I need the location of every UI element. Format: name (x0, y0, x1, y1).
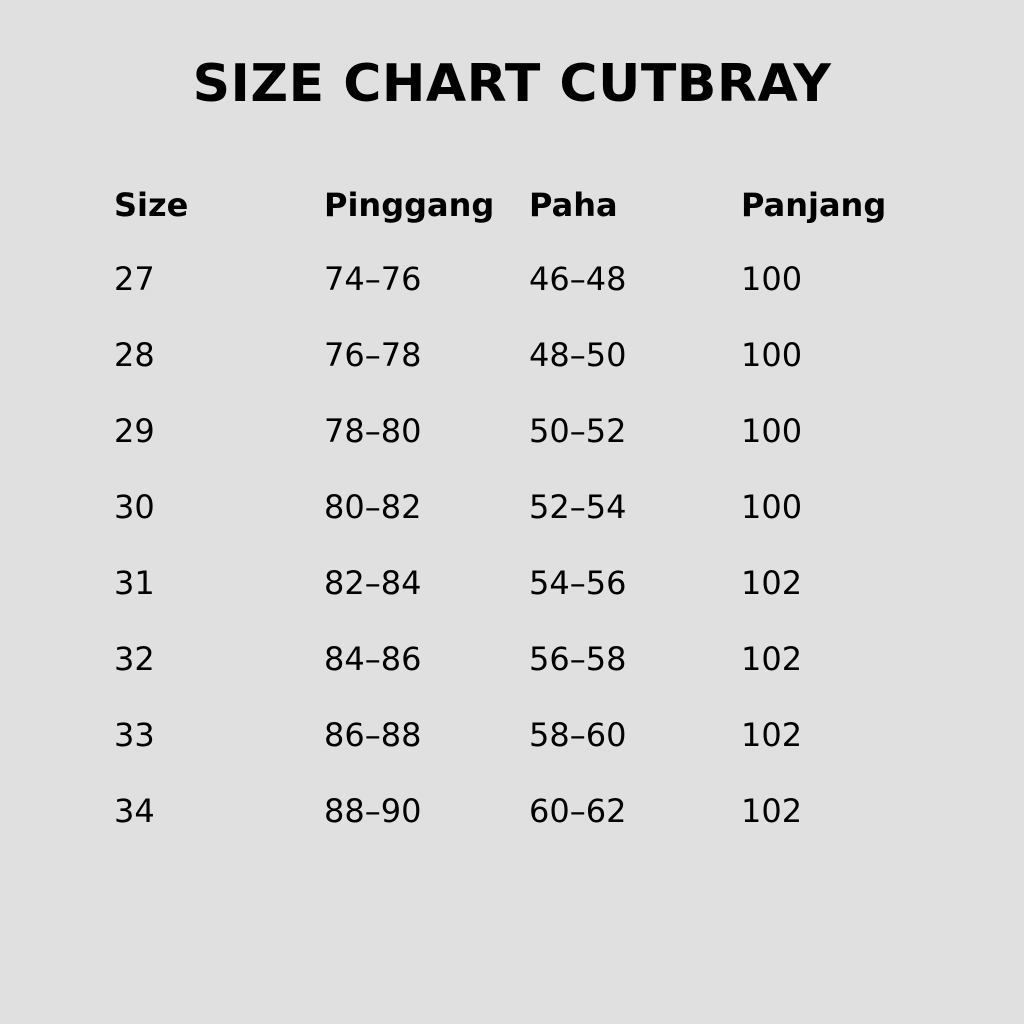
column-header-size: Size (114, 186, 189, 224)
cell-paha: 58–60 (529, 716, 627, 754)
table-header-row (114, 186, 944, 260)
cell-paha: 46–48 (529, 260, 627, 298)
table-row (114, 336, 944, 412)
cell-panjang: 100 (741, 336, 803, 374)
cell-pinggang: 80–82 (324, 488, 422, 526)
table-row (114, 260, 944, 336)
cell-paha: 50–52 (529, 412, 627, 450)
column-header-panjang: Panjang (741, 186, 887, 224)
cell-panjang: 100 (741, 412, 803, 450)
cell-pinggang: 76–78 (324, 336, 422, 374)
table-row (114, 716, 944, 792)
cell-pinggang: 78–80 (324, 412, 422, 450)
table-row (114, 412, 944, 488)
cell-size: 33 (114, 716, 155, 754)
cell-pinggang: 84–86 (324, 640, 422, 678)
cell-size: 29 (114, 412, 155, 450)
cell-size: 28 (114, 336, 155, 374)
cell-panjang: 100 (741, 260, 803, 298)
table-row (114, 564, 944, 640)
cell-pinggang: 82–84 (324, 564, 422, 602)
cell-panjang: 102 (741, 640, 803, 678)
cell-size: 31 (114, 564, 155, 602)
cell-pinggang: 88–90 (324, 792, 422, 830)
cell-paha: 60–62 (529, 792, 627, 830)
column-header-pinggang: Pinggang (324, 186, 495, 224)
cell-paha: 56–58 (529, 640, 627, 678)
table-row (114, 488, 944, 564)
cell-paha: 48–50 (529, 336, 627, 374)
cell-panjang: 102 (741, 792, 803, 830)
cell-size: 30 (114, 488, 155, 526)
cell-panjang: 100 (741, 488, 803, 526)
table-row (114, 640, 944, 716)
cell-panjang: 102 (741, 716, 803, 754)
cell-pinggang: 86–88 (324, 716, 422, 754)
cell-size: 27 (114, 260, 155, 298)
cell-paha: 54–56 (529, 564, 627, 602)
column-header-paha: Paha (529, 186, 618, 224)
cell-size: 34 (114, 792, 155, 830)
size-chart-table (114, 186, 944, 868)
table-row (114, 792, 944, 868)
cell-size: 32 (114, 640, 155, 678)
cell-pinggang: 74–76 (324, 260, 422, 298)
cell-panjang: 102 (741, 564, 803, 602)
page-title: SIZE CHART CUTBRAY (192, 54, 832, 114)
cell-paha: 52–54 (529, 488, 627, 526)
